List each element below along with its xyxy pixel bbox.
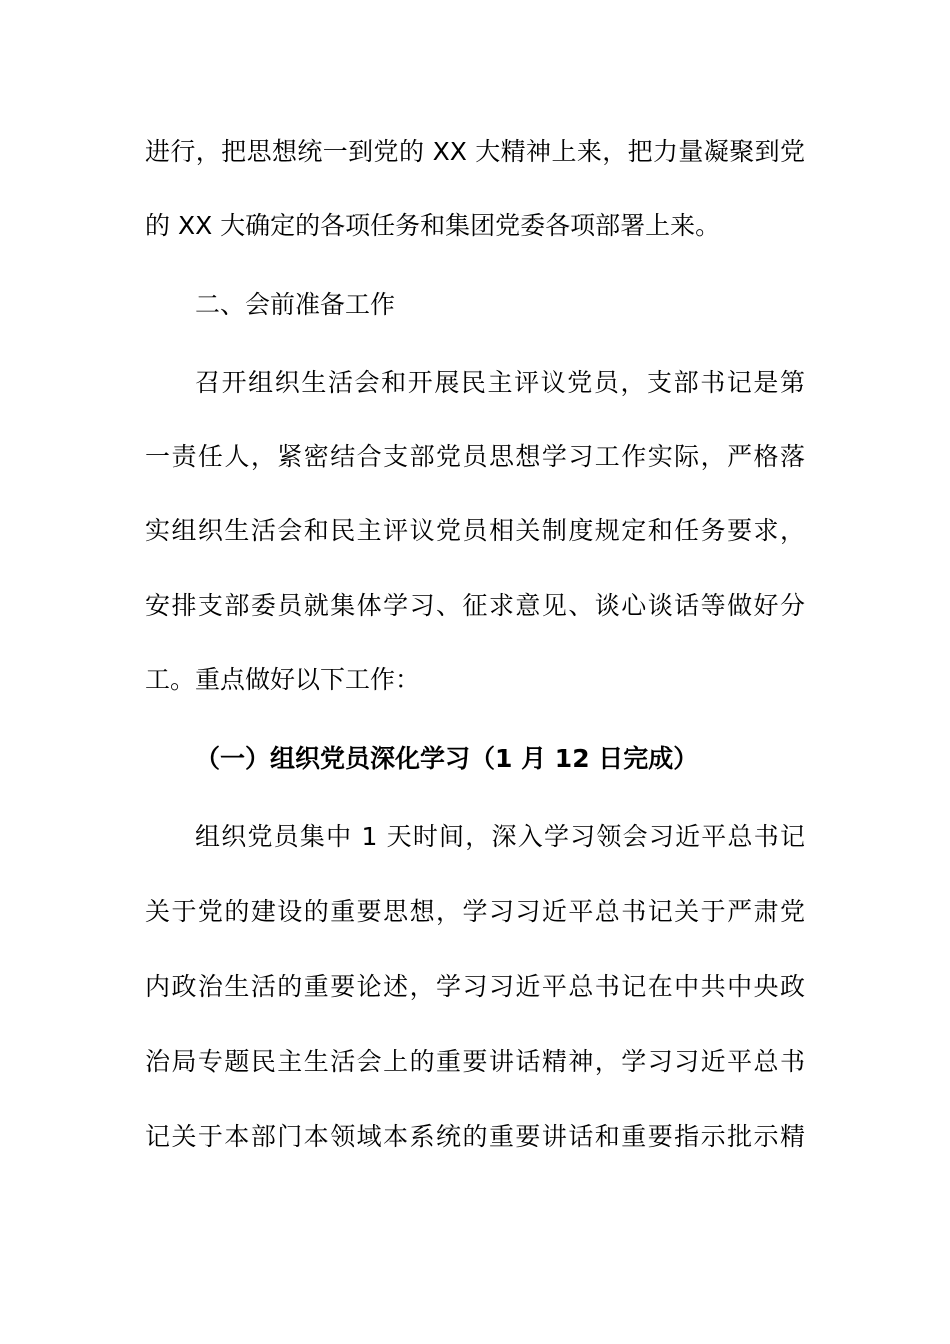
paragraph-line: 的 XX 大确定的各项任务和集团党委各项部署上来。 [145, 211, 721, 240]
section-heading: 二、会前准备工作 [195, 290, 396, 319]
paragraph-line: 进行，把思想统一到党的 XX 大精神上来，把力量凝聚到党 [145, 137, 805, 166]
paragraph-line: 关于党的建设的重要思想，学习习近平总书记关于严肃党 [145, 897, 805, 926]
paragraph-line: 治局专题民主生活会上的重要讲话精神，学习习近平总书 [145, 1047, 805, 1076]
paragraph-line: 一责任人，紧密结合支部党员思想学习工作实际，严格落 [145, 442, 805, 471]
paragraph-line: 实组织生活会和民主评议党员相关制度规定和任务要求， [145, 516, 805, 545]
subsection-heading: （一）组织党员深化学习（1 月 12 日完成） [195, 744, 699, 773]
paragraph-line: 安排支部委员就集体学习、征求意见、谈心谈话等做好分 [145, 591, 805, 620]
paragraph-line: 内政治生活的重要论述，学习习近平总书记在中共中央政 [145, 972, 805, 1001]
paragraph-line: 组织党员集中 1 天时间，深入学习领会习近平总书记 [195, 822, 805, 851]
paragraph-line: 记关于本部门本领域本系统的重要讲话和重要指示批示精 [145, 1122, 805, 1151]
paragraph-line: 工。重点做好以下工作： [145, 665, 421, 694]
paragraph-line: 召开组织生活会和开展民主评议党员，支部书记是第 [195, 368, 805, 397]
